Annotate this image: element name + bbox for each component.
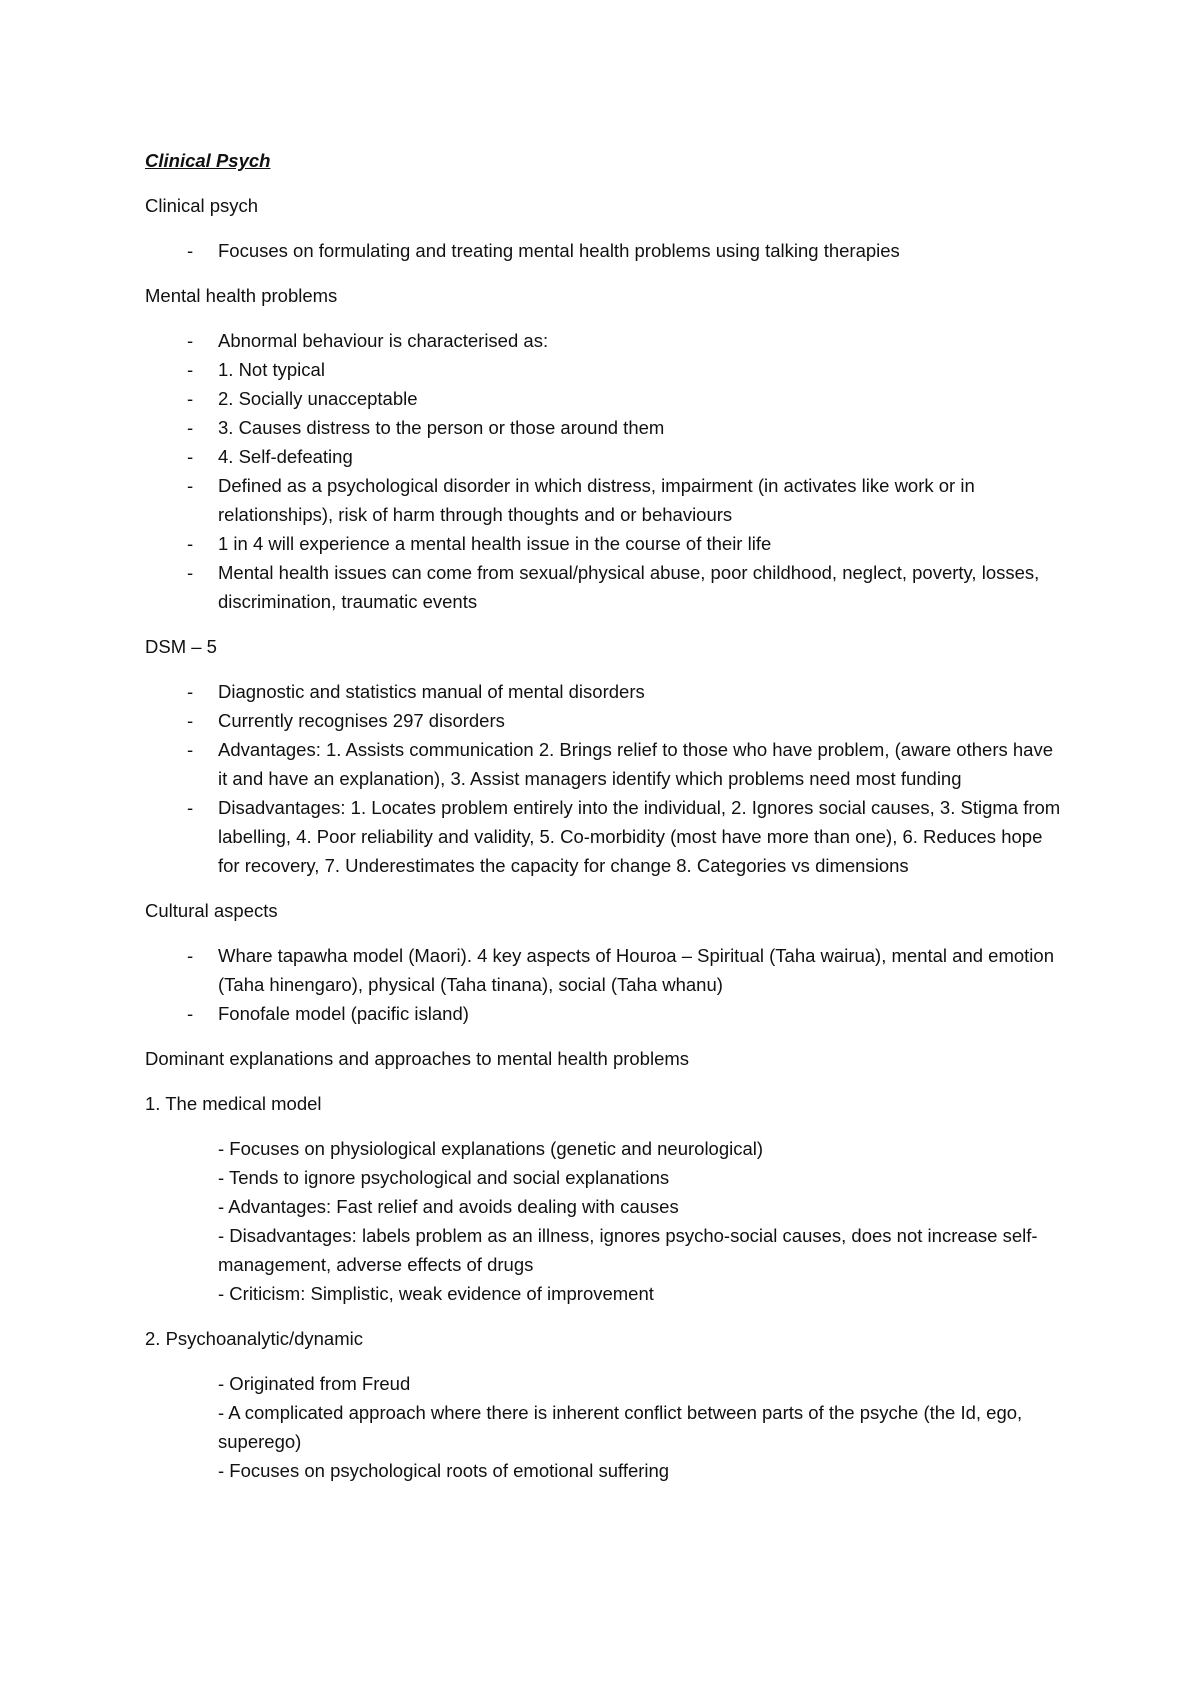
list-item: [145, 326, 1065, 355]
list-item-text: Focuses on formulating and treating mental health problems using talking therapies: [218, 240, 900, 261]
dash-bullet: -: [187, 945, 194, 966]
list-item: [145, 999, 1065, 1028]
psychoanalytic-heading: 2. Psychoanalytic/dynamic: [145, 1328, 363, 1349]
document-content: [145, 146, 1065, 1501]
list-item-text: 4. Self-defeating: [218, 446, 353, 467]
list-item-text: 1 in 4 will experience a mental health issue in the course of their life: [218, 533, 772, 554]
dash-bullet: -: [187, 1003, 194, 1024]
list-item: - Tends to ignore psychological and social explanations: [218, 1167, 670, 1188]
dash-bullet: -: [187, 330, 194, 351]
medical-model-heading: 1. The medical model: [145, 1093, 322, 1114]
list-item: [145, 355, 1065, 384]
section-heading-cultural-aspects: Cultural aspects: [145, 900, 278, 921]
list-item: [145, 793, 1065, 880]
section-list-dsm5: [145, 677, 1065, 880]
list-item-text: Abnormal behaviour is characterised as:: [218, 330, 549, 351]
list-item-text: Defined as a psychological disorder in which distress, impairment (in activates like work or in relationships), risk of harm through thoughts and or behaviours: [218, 475, 975, 525]
list-item: [145, 677, 1065, 706]
dash-bullet: -: [187, 681, 194, 702]
list-item-text: Mental health issues can come from sexual/physical abuse, poor childhood, neglect, poverty, losses, discrimination, traumatic events: [218, 562, 1040, 612]
section-heading-mental-health: Mental health problems: [145, 285, 338, 306]
list-item: [145, 384, 1065, 413]
section-heading-dsm5: DSM – 5: [145, 636, 217, 657]
list-item: [145, 706, 1065, 735]
list-item: [145, 941, 1065, 999]
dash-bullet: -: [187, 359, 194, 380]
list-item-text: 2. Socially unacceptable: [218, 388, 418, 409]
list-item: [145, 471, 1065, 529]
dash-bullet: -: [187, 446, 194, 467]
list-item: [145, 236, 1065, 265]
list-item: [145, 442, 1065, 471]
list-item: - Originated from Freud: [218, 1373, 411, 1394]
list-item-text: Currently recognises 297 disorders: [218, 710, 505, 731]
dash-bullet: -: [187, 533, 194, 554]
dash-bullet: -: [187, 388, 194, 409]
list-item-text: Diagnostic and statistics manual of mental disorders: [218, 681, 645, 702]
dash-bullet: -: [187, 240, 194, 261]
section-list-mental-health: [145, 326, 1065, 616]
list-item: [145, 735, 1065, 793]
list-item: - Focuses on psychological roots of emotional suffering: [218, 1460, 670, 1481]
list-item: [145, 558, 1065, 616]
document-title: Clinical Psych: [145, 150, 271, 171]
list-item-text: 1. Not typical: [218, 359, 325, 380]
dash-bullet: -: [187, 710, 194, 731]
dash-bullet: -: [187, 475, 194, 496]
list-item: [145, 529, 1065, 558]
list-item: - Criticism: Simplistic, weak evidence of improvement: [218, 1283, 654, 1304]
list-item: - A complicated approach where there is inherent conflict between parts of the psyche (the Id, ego, superego): [218, 1402, 1023, 1452]
section-list-clinical-psych: [145, 236, 1065, 265]
list-item-text: Advantages: 1. Assists communication 2. Brings relief to those who have problem, (aware others have it and have an explanation), 3. Assist managers identify which problems need most funding: [218, 739, 1053, 789]
list-item-text: Fonofale model (pacific island): [218, 1003, 469, 1024]
approaches-heading: Dominant explanations and approaches to mental health problems: [145, 1048, 690, 1069]
list-item: [145, 413, 1065, 442]
medical-model-list: [145, 1134, 1065, 1308]
list-item-text: 3. Causes distress to the person or those around them: [218, 417, 665, 438]
dash-bullet: -: [187, 562, 194, 583]
list-item-text: Whare tapawha model (Maori). 4 key aspects of Houroa – Spiritual (Taha wairua), mental and emotion (Taha hinengaro), physical (Taha tinana), social (Taha whanu): [218, 945, 1054, 995]
list-item: - Focuses on physiological explanations (genetic and neurological): [218, 1138, 764, 1159]
list-item-text: Disadvantages: 1. Locates problem entirely into the individual, 2. Ignores social causes, 3. Stigma from labelling, 4. Poor reliability and validity, 5. Co-morbidity (most have more than one), 6. Reduces hope for recovery, 7. Underestimates the capacity for change 8. Categories vs dimensions: [218, 797, 1061, 876]
section-list-cultural-aspects: [145, 941, 1065, 1028]
dash-bullet: -: [187, 797, 194, 818]
section-heading-clinical-psych: Clinical psych: [145, 195, 259, 216]
list-item: - Disadvantages: labels problem as an illness, ignores psycho-social causes, does not increase self-management, adverse effects of drugs: [218, 1225, 1038, 1275]
dash-bullet: -: [187, 739, 194, 760]
dash-bullet: -: [187, 417, 194, 438]
list-item: - Advantages: Fast relief and avoids dealing with causes: [218, 1196, 679, 1217]
psychoanalytic-list: [145, 1369, 1065, 1485]
